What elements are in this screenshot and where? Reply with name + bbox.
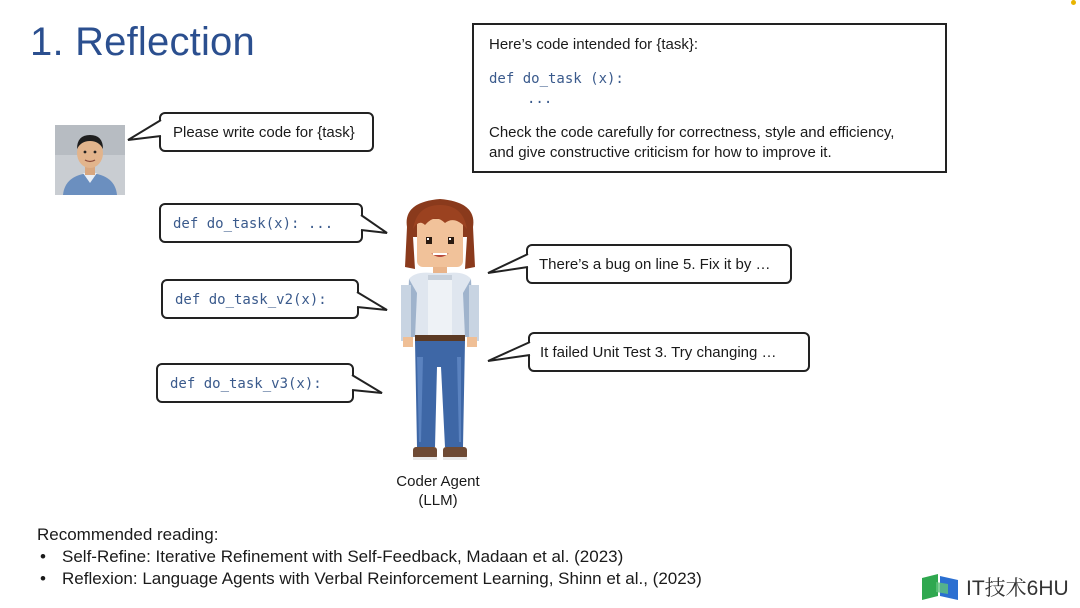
reading-list (37, 546, 702, 590)
watermark (920, 572, 1069, 602)
feedback-bubble-2 (528, 332, 810, 372)
reflection-prompt-code-line2: ... (527, 91, 553, 107)
corner-dot (1071, 0, 1076, 5)
watermark-text: IT技术6HU (966, 577, 1069, 600)
code-version-text-3: def do_task_v3(x): (170, 376, 322, 392)
agent-caption (378, 472, 498, 510)
feedback-tail-2 (486, 340, 531, 364)
user-prompt-text: Please write code for {task} (173, 124, 355, 141)
user-prompt-tail (126, 118, 162, 144)
coder-agent-character (395, 197, 485, 467)
slide-title: 1. Reflection (30, 20, 255, 64)
recommended-reading (37, 524, 702, 590)
code-version-bubble-2 (161, 279, 359, 319)
code-version-tail-2 (356, 289, 390, 313)
user-prompt-bubble (159, 112, 374, 152)
code-version-bubble-1 (159, 203, 363, 243)
reading-item-reflexion: • Reflexion: Language Agents with Verbal Reinforcement Learning, Shinn et al., (2023) (62, 568, 702, 590)
code-version-text-2: def do_task_v2(x): (175, 292, 327, 308)
reflection-prompt-code-line1: def do_task (x): (489, 71, 624, 87)
code-version-bubble-3 (156, 363, 354, 403)
reflection-prompt-intro: Here’s code intended for {task}: (489, 36, 699, 53)
feedback-text-1: There’s a bug on line 5. Fix it by … (539, 256, 771, 273)
agent-name: Coder Agent (396, 473, 480, 490)
feedback-tail-1 (486, 252, 529, 276)
watermark-logo-icon (920, 572, 960, 602)
code-version-tail-3 (351, 372, 385, 396)
user-avatar (55, 125, 125, 195)
code-version-text-1: def do_task(x): ... (173, 216, 334, 232)
agent-subtitle: (LLM) (418, 492, 458, 509)
reflection-prompt-instruction (489, 123, 930, 163)
reflection-prompt-box (472, 23, 947, 173)
reflection-prompt-instruction-line1: Check the code carefully for correctness, style and efficiency, (489, 124, 895, 141)
feedback-text-2: It failed Unit Test 3. Try changing … (540, 344, 777, 361)
feedback-bubble-1 (526, 244, 792, 284)
reading-heading: Recommended reading: (37, 525, 219, 544)
reflection-prompt-instruction-line2: and give constructive criticism for how to improve it. (489, 144, 832, 161)
reading-item-self-refine: • Self-Refine: Iterative Refinement with Self-Feedback, Madaan et al. (2023) (62, 546, 702, 568)
code-version-tail-1 (360, 212, 390, 236)
